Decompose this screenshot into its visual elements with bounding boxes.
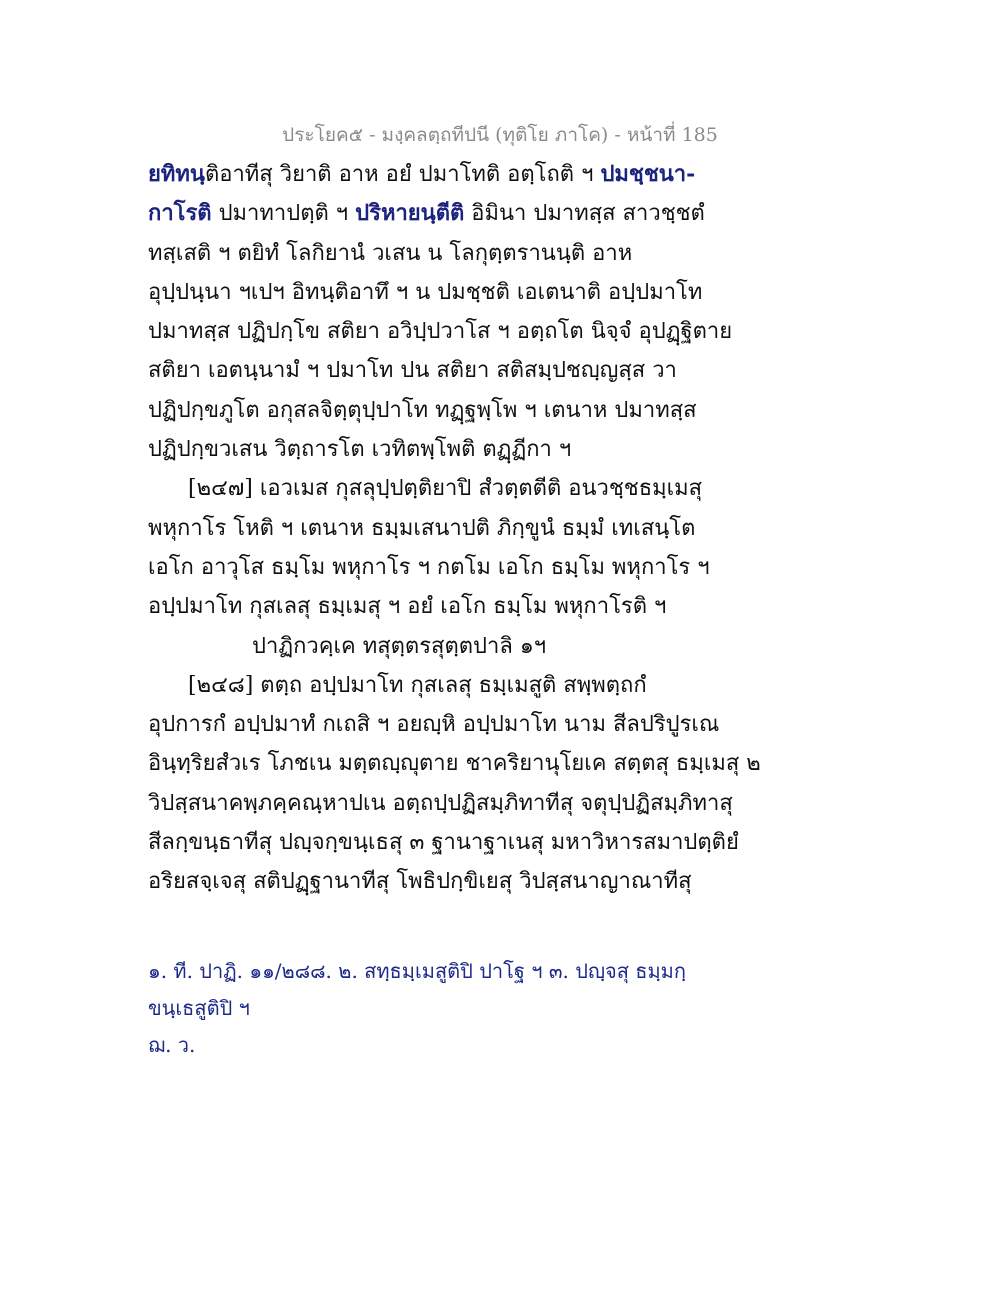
text-line [148,194,705,233]
line-text: ปมาทาปตฺติ ฯ [211,201,356,227]
text-line: เอโก อาวุโส ธมฺโม พหุกาโร ฯ กตโม เอโก ธมฺโม พหุกาโร ฯ [148,554,710,580]
paragraph-start-248: [๒๔๘] ตตฺถ อปฺปมาโท กุสเลสุ ธมฺเมสูติ สพฺพตฺถกํ [188,672,647,698]
footnote-line: ๑. ที. ปาฏิ. ๑๑/๒๘๘. ๒. สทฺธมฺเมสูติปิ ปาโฐ ฯ ๓. ปญฺจสุ ธมฺมกฺขนฺเธสูติปิ ฯ [148,959,686,1020]
running-header [0,120,1000,150]
paragraph-start-247: [๒๔๗] เอวเมส กุสลุปฺปตฺติยาปิ สํวตฺตตีติ อนวชฺชธมฺเมสุ [188,476,703,502]
text-line: ปฏิปกฺขวเสน วิตฺถารโต เวทิตพฺโพติ ตฏฺฏีกา ฯ [148,437,572,463]
footnotes [148,953,708,1064]
text-line: วิปสฺสนาคพฺภคฺคณฺหาปเน อตฺถปฺปฏิสมฺภิทาทีสุ จตุปฺปฏิสมฺภิทาสุ [148,790,733,816]
source-citation: ปาฏิกวคฺเค ทสุตฺตรสุตฺตปาลิ ๑ฯ [252,633,547,659]
text-line: สีลกฺขนฺธาทีสุ ปญฺจกฺขนฺเธสุ ๓ ฐานาฐาเนสุ มหาวิหารสมาปตฺติยํ [148,830,739,856]
main-text [148,155,761,902]
headword: ยทิทนฺ [148,161,205,187]
text-line: ปฏิปกฺขภูโต อกุสลจิตฺตุปฺปาโท ทฏฺฐพฺโพ ฯ เตนาห ปมาทสฺส [148,397,697,423]
text-line: พหุกาโร โหติ ฯ เตนาห ธมฺมเสนาปติ ภิกฺขูนํ ธมฺมํ เทเสนฺโต [148,515,696,541]
footnote-line: ฌ. ว. [148,1033,196,1057]
text-line: อริยสจฺเจสุ สติปฏฺฐานาทีสุ โพธิปกฺขิเยสุ วิปสฺสนาญาณาทีสุ [148,869,692,895]
text-line: อุปการกํ อปฺปมาทํ กเถสิ ฯ อยญฺหิ อปฺปมาโท นาม สีลปริปูรเณ [148,712,720,738]
text-line: ปมาทสฺส ปฏิปกฺโข สติยา อวิปฺปวาโส ฯ อตฺถโต นิจฺจํ อุปฏฺฐิตาย [148,319,733,345]
line-text: ติอาทีสุ วิยาติ อาห อยํ ปมาโทติ อตฺโถติ ฯ [204,162,601,187]
text-line: อุปฺปนฺนา ฯเปฯ อิทนฺติอาทึ ฯ น ปมชฺชติ เอเตนาติ อปฺปมาโท [148,279,703,305]
text-line: ทสฺเสติ ฯ ตยิทํ โลกิยานํ วเสน น โลกุตฺตรานนฺติ อาห [148,240,633,266]
text-line: อปฺปมาโท กุสเลสุ ธมฺเมสุ ฯ อยํ เอโก ธมฺโม พหุกาโรติ ฯ [148,594,667,620]
text-line [148,155,696,194]
headword: ปริหายนฺตีติ [355,200,465,227]
headword: กาโรติ [148,200,212,227]
line-text: อิมินา ปมาทสฺส สาวชฺชตํ [464,201,705,227]
running-title: ประโยค๕ - มงฺคลตฺถทีปนี (ทุติโย ภาโค) - หน้าที่ 185 [282,124,718,146]
text-line: อินฺทฺริยสํวเร โภชเน มตฺตญฺญุตาย ชาคริยานุโยเค สตฺตสุ ธมฺเมสุ ๒ [148,751,761,777]
headword: ปมชฺชนา- [600,161,696,187]
text-line: สติยา เอตนฺนามํ ฯ ปมาโท ปน สติยา สติสมฺปชญฺญสฺส วา [148,358,677,384]
